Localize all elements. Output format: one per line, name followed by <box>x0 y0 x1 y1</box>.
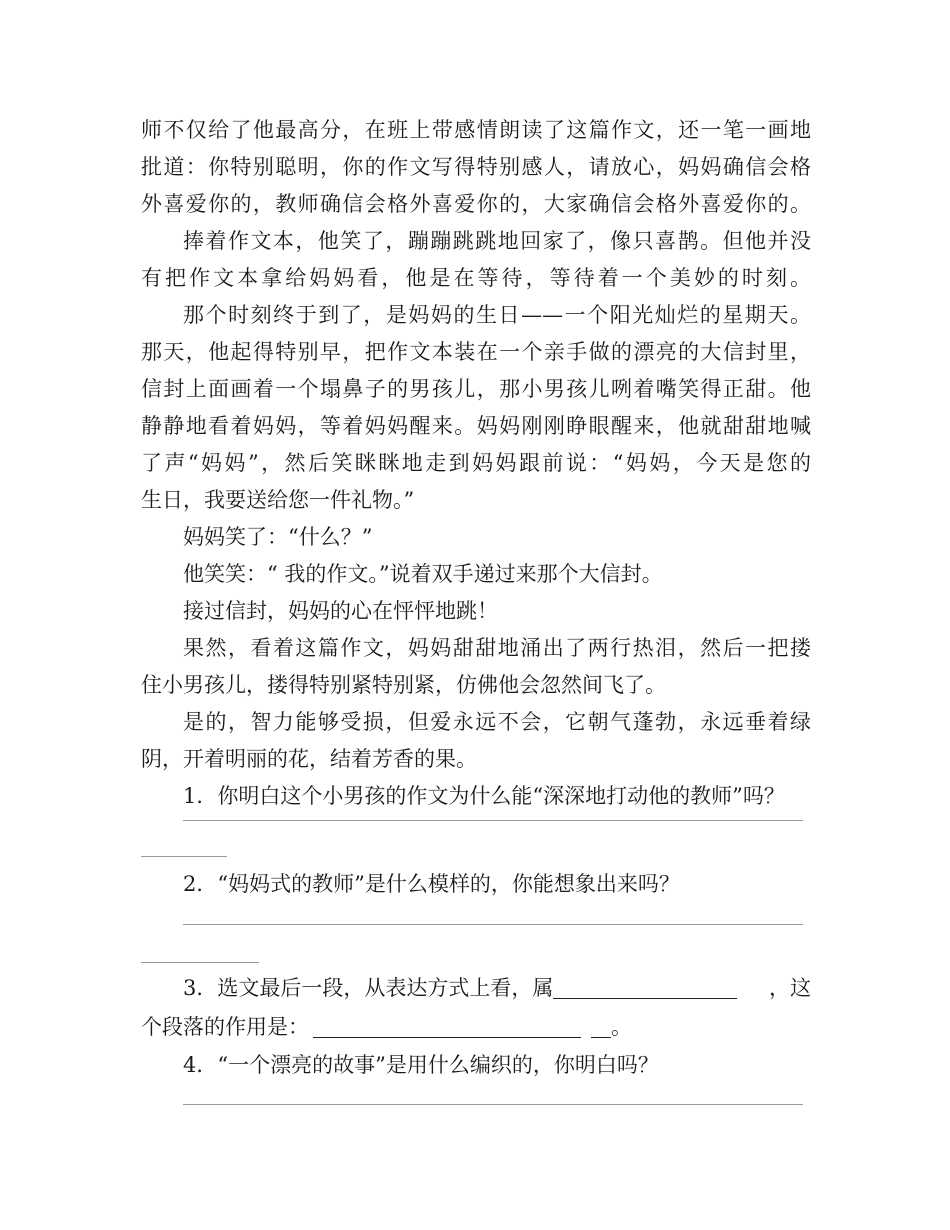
paragraph-line: 有把作文本拿给妈妈看，他是在等待，等待着一个美妙的时刻。 <box>141 266 811 290</box>
paragraph-line: 果然，看着这篇作文，妈妈甜甜地涌出了两行热泪，然后一把搂 <box>183 636 811 660</box>
answer-line-q2-continued[interactable] <box>141 962 259 963</box>
question-3-end: 。 <box>611 1015 632 1039</box>
paragraph-line: 外喜爱你的，教师确信会格外喜爱你的，大家确信会格外喜爱你的。 <box>141 192 811 216</box>
paragraph-line: 接过信封，妈妈的心在怦怦地跳！ <box>183 599 498 623</box>
paragraph-line: 信封上面画着一个塌鼻子的男孩儿，那小男孩儿咧着嘴笑得正甜。他 <box>141 377 811 401</box>
paragraph-line: 了声“妈妈”，然后笑眯眯地走到妈妈跟前说：“妈妈，今天是您的 <box>141 451 811 475</box>
question-3-line-1 <box>183 971 811 1005</box>
paragraph-line: 他笑笑：“ 我的作文。”说着双手递过来那个大信封。 <box>183 562 663 586</box>
paragraph-line: 静静地看着妈妈，等着妈妈醒来。妈妈刚刚睁眼醒来，他就甜甜地喊 <box>141 414 811 438</box>
question-4: 4．“一个漂亮的故事”是用什么编织的，你明白吗？ <box>183 1053 659 1077</box>
answer-blank-function-tail[interactable] <box>591 1013 611 1038</box>
answer-blank-expression[interactable] <box>553 974 737 999</box>
question-1: 1．你明白这个小男孩的作文为什么能“深深地打动他的教师”吗？ <box>183 784 785 808</box>
paragraph-line: 那个时刻终于到了，是妈妈的生日——一个阳光灿烂的星期天。 <box>183 303 811 327</box>
answer-line-q1[interactable] <box>183 820 803 821</box>
answer-line-q4[interactable] <box>183 1104 803 1105</box>
paragraph-line: 是的，智力能够受损，但爱永远不会，它朝气蓬勃，永远垂着绿 <box>183 710 811 734</box>
question-3-suffix: ，这 <box>769 976 811 1000</box>
paragraph-line: 那天，他起得特别早，把作文本装在一个亲手做的漂亮的大信封里， <box>141 340 811 364</box>
answer-blank-function[interactable] <box>313 1013 581 1038</box>
question-2: 2．“妈妈式的教师”是什么模样的，你能想象出来吗？ <box>183 872 680 896</box>
question-3-line-2 <box>141 1010 811 1044</box>
question-3-text: 3．选文最后一段，从表达方式上看，属 <box>183 976 554 1000</box>
answer-line-q2[interactable] <box>183 924 803 925</box>
question-3-text-2: 个段落的作用是： <box>141 1015 309 1039</box>
paragraph-line: 住小男孩儿，搂得特别紧特别紧，仿佛他会忽然间飞了。 <box>141 673 666 697</box>
answer-line-q1-continued[interactable] <box>141 856 227 857</box>
paragraph-line: 生日，我要送给您一件礼物。” <box>141 488 415 512</box>
paragraph-line: 捧着作文本，他笑了，蹦蹦跳跳地回家了，像只喜鹊。但他并没 <box>183 229 811 253</box>
paragraph-line: 妈妈笑了：“什么？” <box>183 525 373 549</box>
paragraph-line: 师不仅给了他最高分，在班上带感情朗读了这篇作文，还一笔一画地 <box>141 118 811 142</box>
paragraph-line: 批道：你特别聪明，你的作文写得特别感人，请放心，妈妈确信会格 <box>141 155 811 179</box>
paragraph-line: 阴，开着明丽的花，结着芳香的果。 <box>141 747 477 771</box>
